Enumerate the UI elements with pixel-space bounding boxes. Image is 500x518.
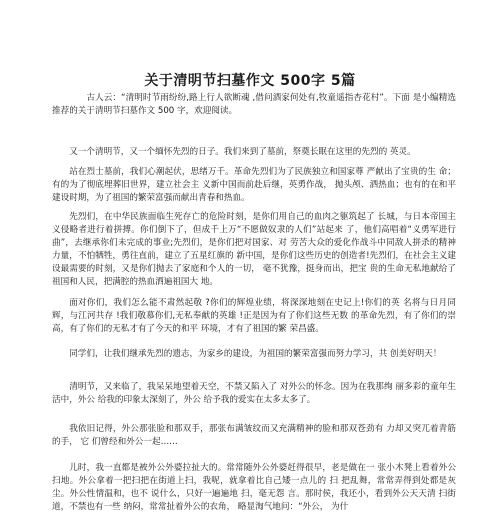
body-paragraph-5: 同学们，让我们继承先烈的遗志，为家乡的建设，为祖国的繁荣富强而努力学习，共 创美好明天！ bbox=[69, 349, 442, 359]
body-paragraph-7: 我依旧记得，外公那张脸和那双手，那张布满皱纹而又充满精神的脸和那双苍劲有 力却又突兀着青筋的手， 它 们曾经和外公一起…… bbox=[52, 424, 456, 447]
body-paragraph-1: 又一个清明节，又一个缅怀先烈的日子。我们来到了墓前，祭奠长眠在这里的先烈的 英灵。 bbox=[69, 147, 416, 157]
body-paragraph-4: 面对你们，我们怎么能不肃然起敬 ?你们的辉煌业绩，将深深地刻在史记上!你们的英 名将与日月同辉，与江河共存 !我们敬慕你们,无私奉献的英雄 !正是因为有了你们这些无数 的革命先烈，有了你们的崇高，有了你们的无私才有了今天的和平 环境，才有了祖国的繁 荣昌盛。 bbox=[52, 298, 456, 334]
body-paragraph-2: 站在烈士墓前，我们心潮起伏，思绪万千。革命先烈们为了民族独立和国家尊 严献出了宝贵的生 命；有的为了彻底埋葬旧世界，建立社会主 义新中国而前赴后继，英勇作战， 抛头颅、洒热血；也有的在和平建设时期，为了祖国的繁荣富强而献出青春和热血。 bbox=[52, 167, 456, 203]
body-paragraph-3: 先烈们，在中华民族面临生死存亡的危险时刻，是你们用自己的血肉之躯筑起了 长城，与日本帝国主义侵略者进行着拼搏。你们倒下了，但成千上万“不愿做奴隶的人们”站起来 了，他们高唱着“义勇军进行曲”，去继承你们未完成的事业;先烈们，是你们把对国家、对 劳苦大众的爱化作战斗中同敌人拼杀的精神力量，不怕牺牲，勇往直前，建立了五星红旗的 新中国，是你们这些历史的创造者!先烈们，在社会主义建设最需要的时刻，又是你们抛去了家庭和个人的一切， 毫不犹豫，挺身而出，把宝 贵的生命无私地献给了祖国和人民，把满腔的热血洒遍祖国大 地。 bbox=[52, 212, 456, 287]
body-paragraph-8: 儿时，我一直都是被外公外婆拉扯大的。常常随外公外婆赶得很早，老是做在一 张小木凳上看着外公扫地。外公拿着一把扫把在街道上扫，我呢，就拿着比自己矮一点儿的 扫 把乱舞，常常弄得到处都是灰尘。外公性情温和，也不 说什么，只好一遍遍地 扫，毫无怨 言。那时侯，我还小，看到外公天天清 扫街道，不禁也有一些 纳闷，常常扯着外公的衣角， 略显淘气地问：“外公， 为什 bbox=[52, 463, 456, 512]
intro-paragraph: 古人云：“清明时节雨纷纷,路上行人欲断魂 ,借问酒家何处有,牧童遥指杏花村”。下面 是小编精选推荐的关于清明节扫墓作文 500 字，欢迎阅读。 bbox=[52, 93, 456, 116]
article-title: 关于清明节扫墓作文 500字 5篇 bbox=[144, 73, 356, 89]
body-paragraph-6: 清明节，又来临了，我呆呆地望着天空，不禁又陷入了 对外公的怀念。因为在我那绚 丽多彩的童年生活中，外公 给我的印象太深刻了，外公 给予我的爱实在太多太多了。 bbox=[52, 382, 456, 405]
